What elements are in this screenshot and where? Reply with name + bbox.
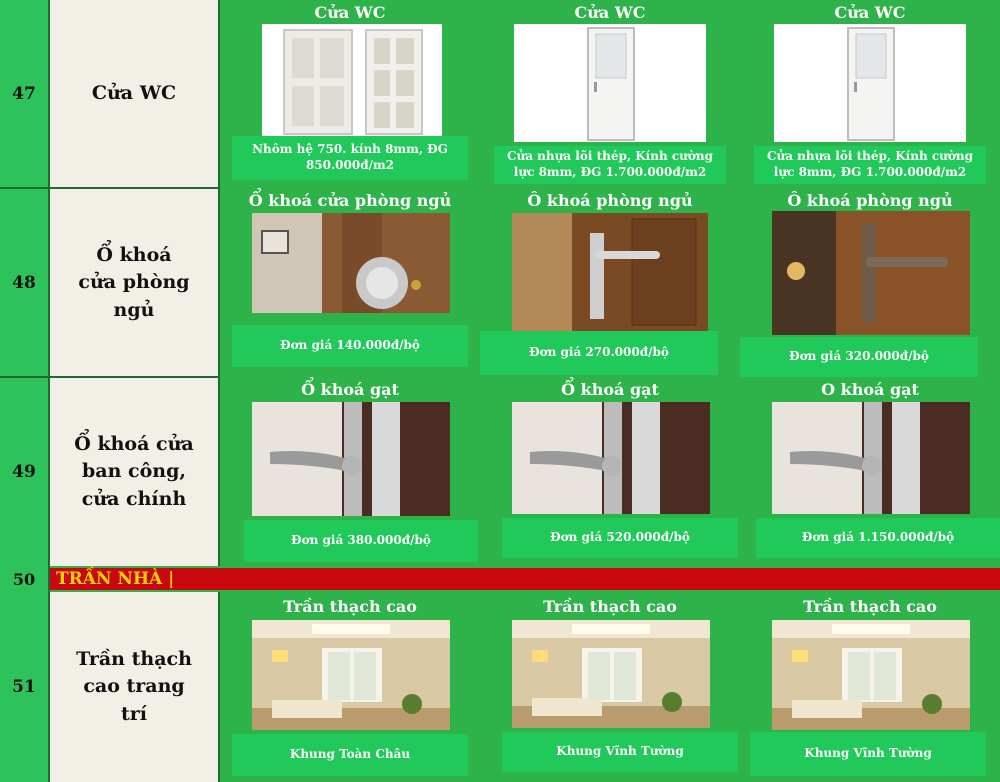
ceiling-image: [512, 620, 710, 728]
lock-image: [252, 213, 450, 313]
product-caption: Đơn giá 520.000đ/bộ: [502, 518, 738, 558]
section-number: 50: [0, 566, 50, 592]
product-caption: Đơn giá 1.150.000đ/bộ: [756, 518, 1000, 558]
door-image: [262, 24, 442, 136]
product-title: Trần thạch cao: [283, 597, 417, 616]
product-caption: Khung Vĩnh Tường: [750, 732, 986, 776]
lock-image: [512, 213, 708, 331]
product-caption: Nhôm hệ 750. kính 8mm, ĐG 850.000đ/m2: [232, 136, 468, 180]
row-name: Ổ khoá cửa phòng ngủ: [50, 189, 220, 377]
product-card: [220, 378, 480, 566]
product-caption: Khung Vĩnh Tường: [502, 732, 738, 772]
row-name: Cửa WC: [50, 0, 220, 188]
row-content: [220, 592, 1000, 782]
row-51: [0, 592, 1000, 782]
product-title: Ô khoá phòng ngủ: [527, 191, 693, 210]
row-content: [220, 378, 1000, 566]
product-title: Cửa WC: [834, 3, 906, 22]
product-title: Trần thạch cao: [803, 597, 937, 616]
product-card: [480, 592, 740, 782]
product-card: [220, 0, 480, 188]
row-47: [0, 0, 1000, 188]
product-card: [480, 189, 740, 377]
row-number: 48: [0, 189, 50, 377]
product-caption: Khung Toàn Châu: [232, 734, 468, 776]
section-header: [0, 566, 1000, 592]
product-caption: Cửa nhựa lõi thép, Kính cường lực 8mm, ĐG 1.700.000đ/m2: [754, 146, 986, 184]
row-number: 47: [0, 0, 50, 188]
product-title: Cửa WC: [314, 3, 386, 22]
product-card: [740, 0, 1000, 188]
product-card: [220, 189, 480, 377]
product-title: Ổ khoá gạt: [301, 380, 399, 399]
product-caption: Cửa nhựa lõi thép, Kính cường lực 8mm, ĐG 1.700.000đ/m2: [494, 146, 726, 184]
product-title: Ổ khoá cửa phòng ngủ: [248, 191, 452, 210]
product-card: [740, 592, 1000, 782]
product-title: Cửa WC: [574, 3, 646, 22]
product-card: [480, 0, 740, 188]
section-bar: [50, 568, 1000, 590]
lock-image: [772, 211, 970, 335]
lever-image: [252, 402, 450, 516]
row-number: 51: [0, 592, 50, 782]
ceiling-image: [252, 620, 450, 730]
section-label: TRẦN NHÀ |: [56, 569, 175, 589]
row-49: [0, 378, 1000, 566]
product-card: [220, 592, 480, 782]
ceiling-image: [772, 620, 970, 730]
product-title: O khoá gạt: [821, 380, 919, 399]
row-content: [220, 189, 1000, 377]
product-caption: Đơn giá 140.000đ/bộ: [232, 325, 468, 367]
product-title: Ổ khoá gạt: [561, 380, 659, 399]
row-name: Trần thạch cao trang trí: [50, 592, 220, 782]
row-content: [220, 0, 1000, 188]
product-card: [740, 378, 1000, 566]
row-name: Ổ khoá cửa ban công, cửa chính: [50, 378, 220, 566]
product-caption: Đơn giá 320.000đ/bộ: [740, 337, 978, 377]
lever-image: [772, 402, 970, 514]
door-image: [774, 24, 966, 142]
row-number: 49: [0, 378, 50, 566]
door-image: [514, 24, 706, 142]
product-caption: Đơn giá 270.000đ/bộ: [480, 331, 718, 375]
lever-image: [512, 402, 710, 514]
row-48: [0, 189, 1000, 377]
product-card: [740, 189, 1000, 377]
product-card: [480, 378, 740, 566]
product-title: Trần thạch cao: [543, 597, 677, 616]
product-title: Ô khoá phòng ngủ: [787, 191, 953, 210]
product-caption: Đơn giá 380.000đ/bộ: [244, 520, 478, 562]
